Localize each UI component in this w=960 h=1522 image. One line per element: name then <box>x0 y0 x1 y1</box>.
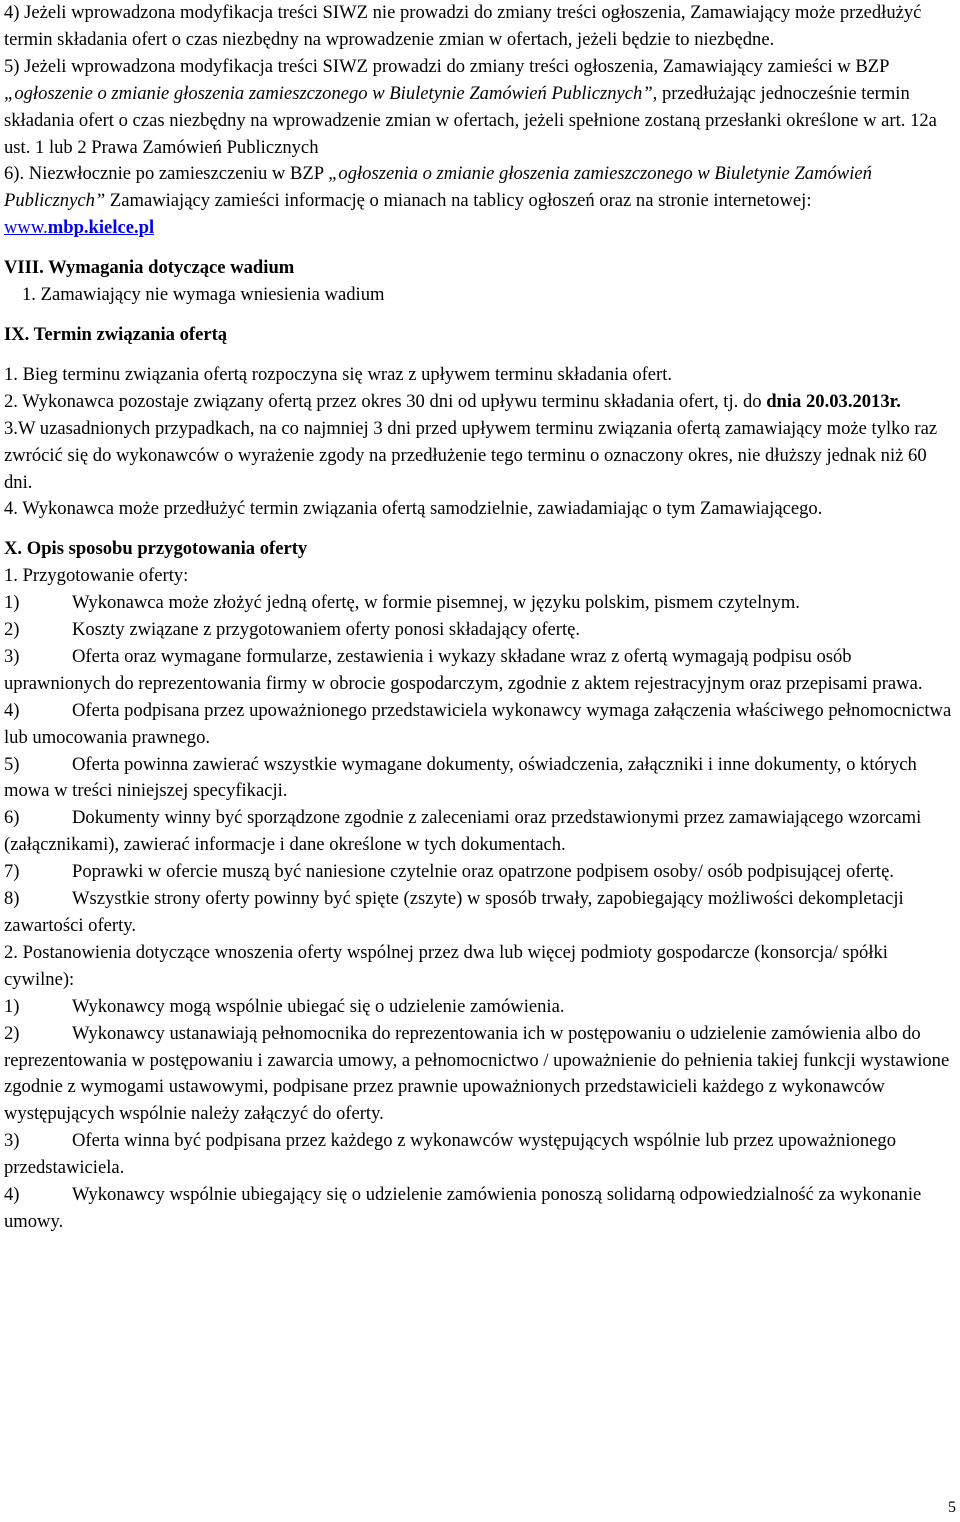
list-item-text: Wykonawca może złożyć jedną ofertę, w formie pisemnej, w języku polskim, pismem czytelnym. <box>72 592 800 614</box>
list-item <box>4 805 952 859</box>
list-item-number: 3) <box>4 645 20 667</box>
list-item-text: Oferta winna być podpisana przez każdego z wykonawców występujących wspólnie lub przez upoważnionego przedstawiciela. <box>4 1130 897 1179</box>
list-item-text: Oferta oraz wymagane formularze, zestawienia i wykazy składane wraz z ofertą wymagają podpisu osób uprawnionych do reprezentowania firmy w obrocie gospodarczym, zgodnie z aktem rejestracyjnym oraz przepisami prawa. <box>4 645 923 694</box>
list-item-number: 2) <box>4 619 20 641</box>
paragraph-5 <box>4 54 952 162</box>
list-item <box>4 886 952 940</box>
section-9-item-4: 4. Wykonawca może przedłużyć termin związania ofertą samodzielnie, zawiadamiając o tym Zamawiającego. <box>4 498 823 520</box>
list-item-text: Wszystkie strony oferty powinny być spięte (zszyte) w sposób trwały, zapobiegający możliwości dekompletacji zawartości oferty. <box>4 888 904 936</box>
paragraph-5-text-b: , przedłużając jednocześnie termin składania ofert o czas niezbędny na wprowadzenie zmian w ofertach, jeżeli spełnione zostaną przesłanki określone w art. 12a ust. 1 lub 2 Prawa Zamówień Publicznych <box>4 82 937 158</box>
section-9-heading: IX. Termin związania ofertą <box>4 323 228 345</box>
section-10-sub-1: 1. Przygotowanie oferty: <box>4 565 189 587</box>
list-item <box>4 859 952 886</box>
list-item <box>4 1021 952 1129</box>
list-item-text: Oferta powinna zawierać wszystkie wymagane dokumenty, oświadczenia, załączniki i inne dokumenty, o których mowa w treści niniejszej specyfikacji. <box>4 753 917 802</box>
document-page <box>4 0 952 1236</box>
list-item-number: 3) <box>4 1130 20 1152</box>
paragraph-4: 4) Jeżeli wprowadzona modyfikacja treści SIWZ nie prowadzi do zmiany treści ogłoszenia, Zamawiający może przedłużyć termin składania ofert o czas niezbędny na wprowadzenie zmian w ofertach, jeżeli będzie to niezbędne. <box>4 2 922 50</box>
list-item <box>4 644 952 698</box>
list-item-number: 2) <box>4 1022 20 1044</box>
website-link-www: www. <box>4 217 48 239</box>
section-9-item-2 <box>4 389 952 416</box>
paragraph-6-text-b: Zamawiający zamieści informację o mianach na tablicy ogłoszeń oraz na stronie internetowej: <box>105 190 812 212</box>
website-link[interactable] <box>4 217 154 238</box>
list-item-number: 1) <box>4 995 20 1017</box>
list-item-number: 4) <box>4 699 20 721</box>
list-item <box>4 698 952 752</box>
section-10-sub-2: 2. Postanowienia dotyczące wnoszenia oferty wspólnej przez dwa lub więcej podmioty gospodarcze (konsorcja/ spółki cywilne): <box>4 941 888 990</box>
section-9-item-2-date: dnia 20.03.2013r. <box>766 390 901 412</box>
section-9-item-2-text: 2. Wykonawca pozostaje związany ofertą przez okres 30 dni od upływu terminu składania ofert, tj. do <box>4 390 767 412</box>
list-item-text: Wykonawcy wspólnie ubiegający się o udzielenie zamówienia ponoszą solidarną odpowiedzialność za wykonanie umowy. <box>4 1184 922 1232</box>
list-item-number: 7) <box>4 861 20 883</box>
list-item-text: Dokumenty winny być sporządzone zgodnie z zaleceniami oraz przedstawionymi przez zamawiającego wzorcami (załącznikami), zawierać informacje i dane określone w tych dokumentach. <box>4 807 922 856</box>
list-item <box>4 617 952 644</box>
section-8-item-1: 1. Zamawiający nie wymaga wniesienia wadium <box>22 284 385 306</box>
paragraph-5-italic: „ogłoszenie o zmianie głoszenia zamieszczonego w Biuletynie Zamówień Publicznych” <box>4 82 653 104</box>
list-item-text: Poprawki w ofercie muszą być naniesione czytelnie oraz opatrzone podpisem osoby/ osób podpisującej ofertę. <box>72 861 894 883</box>
section-10-list-1 <box>4 590 952 940</box>
list-item-number: 6) <box>4 807 20 829</box>
list-item-text: Wykonawcy mogą wspólnie ubiegać się o udzielenie zamówienia. <box>72 995 565 1017</box>
paragraph-5-text-a: 5) Jeżeli wprowadzona modyfikacja treści SIWZ prowadzi do zmiany treści ogłoszenia, Zamawiający zamieści w BZP <box>4 55 889 77</box>
list-item <box>4 752 952 806</box>
list-item-number: 8) <box>4 888 20 910</box>
paragraph-6-text-a: 6). Niezwłocznie po zamieszczeniu w BZP <box>4 163 329 185</box>
list-item-number: 1) <box>4 592 20 614</box>
section-9-item-1: 1. Bieg terminu związania ofertą rozpoczyna się wraz z upływem terminu składania ofert. <box>4 363 673 385</box>
list-item <box>4 590 952 617</box>
list-item <box>4 1128 952 1182</box>
section-8-heading: VIII. Wymagania dotyczące wadium <box>4 257 295 279</box>
list-item-number: 4) <box>4 1184 20 1206</box>
website-link-domain: mbp.kielce.pl <box>47 217 155 239</box>
list-item-text: Oferta podpisana przez upoważnionego przedstawiciela wykonawcy wymaga załączenia właściwego pełnomocnictwa lub umocowania prawnego. <box>4 699 952 748</box>
paragraph-6-italic: „ogłoszenia o zmianie głoszenia zamieszczonego w Biuletynie Zamówień Publicznych” <box>4 163 872 212</box>
list-item-number: 5) <box>4 753 20 775</box>
list-item-text: Koszty związane z przygotowaniem oferty ponosi składający ofertę. <box>72 619 581 641</box>
list-item-text: Wykonawcy ustanawiają pełnomocnika do reprezentowania ich w postępowaniu o udzielenie zamówienia albo do reprezentowania w postępowaniu i zawarcia umowy, a pełnomocnictwo / upoważnienie do pełnienia takiej funkcji wystawione zgodnie z wymogami ustawowymi, podpisane przez prawnie upoważnionych przedstawicieli każdego z wykonawców występujących wspólnie należy załączyć do oferty. <box>4 1022 950 1125</box>
section-10-heading: X. Opis sposobu przygotowania oferty <box>4 538 308 560</box>
paragraph-6 <box>4 161 952 242</box>
section-9-item-3: 3.W uzasadnionych przypadkach, na co najmniej 3 dni przed upływem terminu związania ofertą zamawiający może tylko raz zwrócić się do wykonawców o wyrażenie zgody na przedłużenie tego terminu o oznaczony okres, nie dłuższy jednak niż 60 dni. <box>4 417 938 493</box>
list-item <box>4 1182 952 1236</box>
section-10-list-2 <box>4 994 952 1236</box>
page-number: 5 <box>948 1499 956 1516</box>
list-item <box>4 994 952 1021</box>
